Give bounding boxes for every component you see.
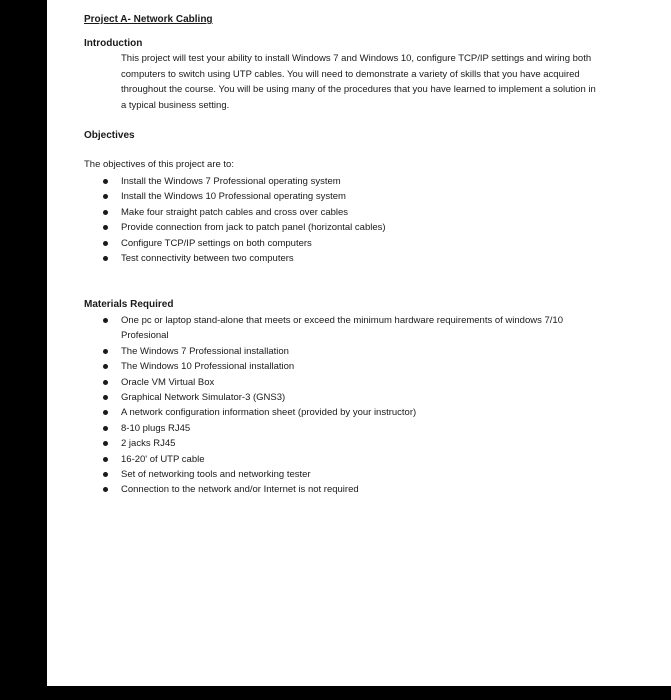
list-item: [47, 205, 386, 220]
list-item-text: The Windows 10 Professional installation: [121, 361, 295, 373]
bullet-icon: [103, 472, 108, 477]
bullet-icon: [103, 256, 108, 261]
list-item-text: A network configuration information sheet (provided by your instructor): [121, 407, 417, 419]
introduction-paragraph: This project will test your ability to install Windows 7 and Windows 10, configure TCP/IP settings and wiring both computers to switch using UTP cables. You will need to demonstrate a variety of skills that you have acquired throughout the course. You will be using many of the procedures that you have learned to implement a solution in a typical business setting.: [121, 53, 596, 111]
list-item-text: 16-20' of UTP cable: [121, 453, 205, 465]
list-item: [47, 436, 601, 451]
list-item-text: Provide connection from jack to patch panel (horizontal cables): [121, 222, 386, 234]
bullet-icon: [103, 395, 108, 400]
list-item: [47, 405, 601, 420]
bullet-icon: [103, 487, 108, 492]
bullet-icon: [103, 318, 108, 323]
list-item-text: Install the Windows 7 Professional operating system: [121, 176, 341, 187]
bullet-icon: [103, 426, 108, 431]
list-item-text: 8-10 plugs RJ45: [121, 422, 191, 434]
list-item: [47, 220, 386, 235]
bullet-icon: [103, 380, 108, 385]
list-item-text: Oracle VM Virtual Box: [121, 376, 215, 388]
document-page: [47, 0, 671, 686]
bullet-icon: [103, 410, 108, 415]
list-item: [47, 467, 601, 482]
list-item: [47, 189, 386, 204]
list-item: [47, 313, 601, 344]
list-item: [47, 251, 386, 266]
list-item-text: 2 jacks RJ45: [121, 438, 176, 450]
bullet-icon: [103, 210, 108, 215]
objectives-heading: Objectives: [84, 130, 135, 141]
bullet-icon: [103, 364, 108, 369]
bullet-icon: [103, 441, 108, 446]
list-item-text: Connection to the network and/or Internet is not required: [121, 484, 359, 496]
list-item: [47, 390, 601, 405]
list-item: [47, 174, 386, 189]
list-item: [47, 375, 601, 390]
list-item: [47, 344, 601, 359]
materials-list: [47, 313, 601, 498]
materials-heading: Materials Required: [84, 299, 174, 310]
list-item-text: Set of networking tools and networking tester: [121, 469, 311, 481]
objectives-lead: The objectives of this project are to:: [84, 159, 234, 170]
list-item-text: The Windows 7 Professional installation: [121, 345, 289, 357]
bullet-icon: [103, 241, 108, 246]
bullet-icon: [103, 179, 108, 184]
list-item-text: Test connectivity between two computers: [121, 253, 294, 265]
document-title: Project A- Network Cabling: [84, 14, 213, 25]
list-item-text: One pc or laptop stand-alone that meets or exceed the minimum hardware requirements of windows 7/10 Profesional: [121, 315, 563, 342]
list-item: [47, 452, 601, 467]
list-item-text: Make four straight patch cables and cross over cables: [121, 206, 349, 218]
list-item: [47, 421, 601, 436]
list-item-text: Install the Windows 10 Professional operating system: [121, 191, 346, 203]
list-item: [47, 359, 601, 374]
bullet-icon: [103, 225, 108, 230]
bullet-icon: [103, 194, 108, 199]
introduction-heading: Introduction: [84, 38, 143, 49]
list-item-text: Configure TCP/IP settings on both computers: [121, 237, 312, 249]
list-item: [47, 482, 601, 497]
objectives-list: [47, 174, 386, 266]
list-item-text: Graphical Network Simulator-3 (GNS3): [121, 392, 286, 404]
bullet-icon: [103, 349, 108, 354]
bullet-icon: [103, 457, 108, 462]
list-item: [47, 236, 386, 251]
